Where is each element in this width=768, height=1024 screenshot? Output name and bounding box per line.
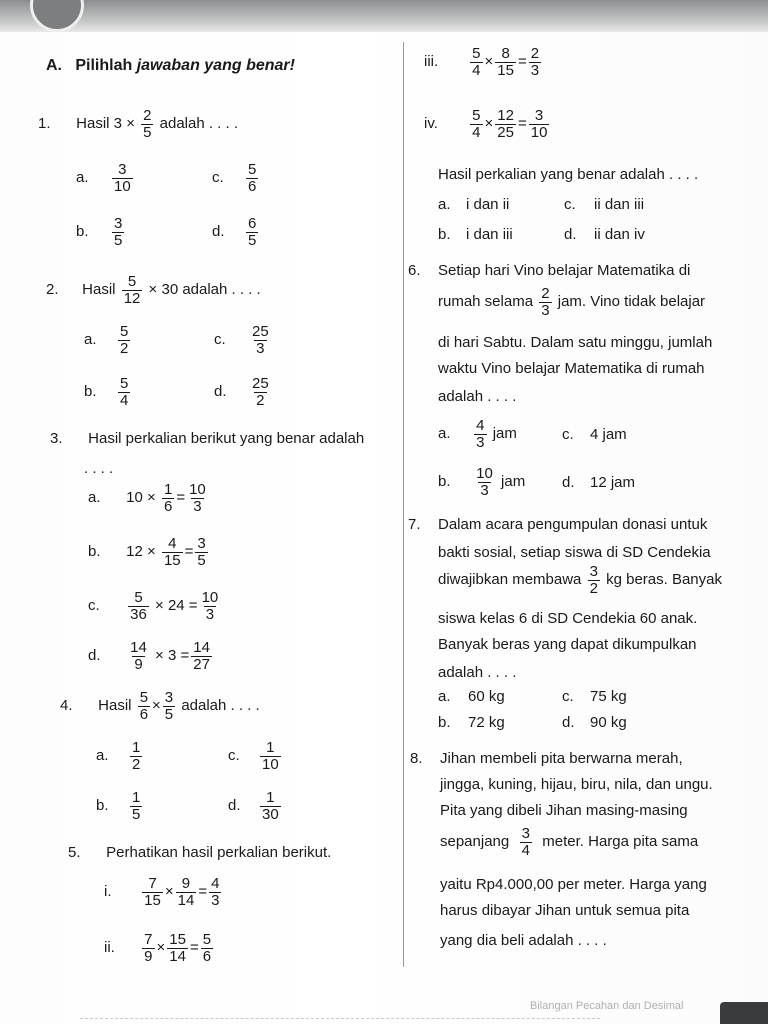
question-6-line-3: di hari Sabtu. Dalam satu minggu, jumlah bbox=[438, 334, 713, 351]
fraction: $\frac{3}{5}$ bbox=[114, 215, 123, 249]
fraction: $\frac{2}{5}$ bbox=[143, 107, 152, 141]
option-7c[interactable]: c. 75 kg bbox=[562, 688, 627, 705]
option-5d[interactable]: d. ii dan iv bbox=[564, 226, 645, 243]
question-8: 8. Jihan membeli pita berwarna merah, bbox=[410, 750, 683, 767]
fraction: $\frac{3}{5}$ bbox=[164, 689, 174, 723]
question-6-line-5: adalah . . . . bbox=[438, 388, 517, 405]
fraction: $\frac{9}{14}$ bbox=[177, 875, 195, 909]
option-6b[interactable]: b. $\frac{10}{3}$ jam bbox=[438, 465, 526, 499]
question-number: 3. bbox=[50, 430, 63, 447]
fraction: $\frac{5}{12}$ bbox=[123, 273, 141, 307]
fraction: $\frac{10}{3}$ bbox=[201, 589, 219, 623]
question-text: Perhatikan hasil perkalian berikut. bbox=[106, 844, 332, 861]
fraction: $\frac{10}{3}$ bbox=[189, 481, 206, 515]
option-2d[interactable]: d. $\frac{25}{2}$ bbox=[214, 375, 269, 409]
question-text: adalah . . . . bbox=[181, 697, 260, 715]
fraction: $\frac{5}{6}$ bbox=[248, 161, 257, 195]
footer-rule bbox=[80, 1018, 600, 1019]
fraction: $\frac{15}{14}$ bbox=[169, 931, 186, 965]
section-heading bbox=[46, 56, 295, 75]
fraction: $\frac{4}{3}$ bbox=[476, 417, 485, 451]
fraction: $\frac{3}{5}$ bbox=[197, 535, 206, 569]
question-number: 5. bbox=[68, 844, 81, 861]
option-4d[interactable]: d. $\frac{1}{30}$ bbox=[228, 789, 279, 823]
question-6-line-2: rumah selama $\frac{2}{3}$ jam. Vino tidak belajar bbox=[438, 285, 706, 319]
question-5 bbox=[68, 844, 331, 862]
fraction: $\frac{5}{2}$ bbox=[120, 323, 129, 357]
fraction: $\frac{2}{3}$ bbox=[541, 285, 550, 319]
question-number: 2. bbox=[46, 281, 59, 299]
fraction: $\frac{1}{6}$ bbox=[163, 481, 173, 515]
fraction: $\frac{10}{3}$ bbox=[476, 465, 493, 499]
fraction: $\frac{25}{3}$ bbox=[252, 323, 269, 357]
fraction: $\frac{4}{15}$ bbox=[163, 535, 181, 569]
question-8-line-5: yaitu Rp4.000,00 per meter. Harga yang bbox=[440, 876, 707, 893]
column-divider bbox=[403, 42, 404, 967]
option-3c[interactable]: c. $\frac{5}{36}$ × 24 = $\frac{10}{3}$ bbox=[88, 589, 219, 623]
fraction: $\frac{6}{5}$ bbox=[248, 215, 257, 249]
question-7-line-2: bakti sosial, setiap siswa di SD Cendekia bbox=[438, 544, 711, 561]
statement-iv: iv. $\frac{5}{4}$ × $\frac{12}{25}$ = $\frac{3}{10}$ bbox=[424, 107, 548, 141]
option-5b[interactable]: b. i dan iii bbox=[438, 226, 513, 243]
option-6a[interactable]: a. $\frac{4}{3}$ jam bbox=[438, 417, 517, 451]
fraction: $\frac{5}{4}$ bbox=[472, 107, 481, 141]
option-7a[interactable]: a. 60 kg bbox=[438, 688, 505, 705]
footer-chapter-title: Bilangan Pecahan dan Desimal bbox=[530, 1000, 684, 1012]
option-4b[interactable]: b. $\frac{1}{5}$ bbox=[96, 789, 141, 823]
question-3 bbox=[50, 430, 364, 448]
question-7-line-5: Banyak beras yang dapat dikumpulkan bbox=[438, 636, 697, 653]
top-band bbox=[0, 0, 768, 32]
question-8-line-3: Pita yang dibeli Jihan masing-masing bbox=[440, 802, 688, 819]
option-1c[interactable]: c. $\frac{5}{6}$ bbox=[212, 161, 257, 195]
option-5c[interactable]: c. ii dan iii bbox=[564, 196, 645, 213]
question-7-line-6: adalah . . . . bbox=[438, 664, 517, 681]
question-text: Hasil 3 × bbox=[76, 115, 135, 133]
question-8-line-4: sepanjang $\frac{3}{4}$ meter. Harga pita sama bbox=[440, 825, 699, 859]
question-number: 6. bbox=[408, 262, 421, 279]
question-6: 6. Setiap hari Vino belajar Matematika di bbox=[408, 262, 691, 279]
question-number: 7. bbox=[408, 516, 421, 533]
option-6c[interactable]: c. 4 jam bbox=[562, 426, 627, 443]
fraction: $\frac{4}{3}$ bbox=[211, 875, 220, 909]
question-2 bbox=[46, 274, 261, 307]
question-text: Hasil bbox=[98, 697, 132, 715]
option-7d[interactable]: d. 90 kg bbox=[562, 714, 627, 731]
question-5-prompt: Hasil perkalian yang benar adalah . . . . bbox=[438, 166, 699, 183]
question-8-line-7: yang dia beli adalah . . . . bbox=[440, 932, 607, 949]
option-3b[interactable]: b. 12 × $\frac{4}{15}$ = $\frac{3}{5}$ bbox=[88, 535, 206, 569]
fraction: $\frac{14}{27}$ bbox=[193, 639, 210, 673]
option-2a[interactable]: a. $\frac{5}{2}$ bbox=[84, 323, 129, 357]
page-footer bbox=[0, 996, 768, 1024]
fraction: $\frac{7}{15}$ bbox=[144, 875, 161, 909]
question-text: Hasil perkalian berikut yang benar adalah bbox=[88, 430, 365, 447]
option-2c[interactable]: c. $\frac{25}{3}$ bbox=[214, 323, 269, 357]
option-5a[interactable]: a. i dan ii bbox=[438, 196, 510, 213]
question-number: 1. bbox=[38, 115, 51, 133]
question-7: 7. Dalam acara pengumpulan donasi untuk bbox=[408, 516, 708, 533]
fraction: $\frac{3}{4}$ bbox=[521, 825, 530, 859]
fraction: $\frac{3}{10}$ bbox=[530, 107, 548, 141]
option-3a[interactable]: a. 10 × $\frac{1}{6}$ = $\frac{10}{3}$ bbox=[88, 481, 206, 515]
section-title-italic: jawaban yang benar! bbox=[136, 57, 295, 74]
fraction: $\frac{3}{10}$ bbox=[114, 161, 131, 195]
option-1a[interactable]: a. $\frac{3}{10}$ bbox=[76, 161, 131, 195]
fraction: $\frac{5}{4}$ bbox=[120, 375, 129, 409]
statement-iii: iii. $\frac{5}{4}$ × $\frac{8}{15}$ = $\frac{2}{3}$ bbox=[424, 45, 540, 79]
fraction: $\frac{12}{25}$ bbox=[497, 107, 514, 141]
fraction: $\frac{25}{2}$ bbox=[252, 375, 269, 409]
fraction: $\frac{1}{30}$ bbox=[262, 789, 279, 823]
statement-ii: ii. $\frac{7}{9}$ × $\frac{15}{14}$ = $\frac{5}{6}$ bbox=[104, 931, 212, 965]
fraction: $\frac{1}{2}$ bbox=[132, 739, 141, 773]
question-7-line-4: siswa kelas 6 di SD Cendekia 60 anak. bbox=[438, 610, 698, 627]
question-8-line-6: harus dibayar Jihan untuk semua pita bbox=[440, 902, 690, 919]
fraction: $\frac{5}{4}$ bbox=[472, 45, 481, 79]
section-title-bold: Pilihlah bbox=[75, 57, 133, 74]
option-6d[interactable]: d. 12 jam bbox=[562, 474, 636, 491]
fraction: $\frac{14}{9}$ bbox=[130, 639, 147, 673]
option-4a[interactable]: a. $\frac{1}{2}$ bbox=[96, 739, 141, 773]
question-dots: . . . . bbox=[84, 460, 114, 477]
fraction: $\frac{5}{6}$ bbox=[139, 689, 149, 723]
question-8-line-2: jingga, kuning, hijau, biru, nila, dan ungu. bbox=[440, 776, 713, 793]
option-7b[interactable]: b. 72 kg bbox=[438, 714, 505, 731]
option-3d[interactable]: d. $\frac{14}{9}$ × 3 = $\frac{14}{27}$ bbox=[88, 639, 210, 673]
fraction: $\frac{5}{6}$ bbox=[202, 931, 212, 965]
question-text: adalah . . . . bbox=[159, 115, 239, 133]
question-number: 8. bbox=[410, 750, 423, 767]
fraction: $\frac{8}{15}$ bbox=[497, 45, 514, 79]
fraction: $\frac{7}{9}$ bbox=[144, 931, 153, 965]
fraction: $\frac{2}{3}$ bbox=[530, 45, 540, 79]
question-text: × 30 adalah . . . . bbox=[148, 281, 261, 299]
question-number: 4. bbox=[60, 697, 73, 715]
fraction: $\frac{3}{2}$ bbox=[589, 563, 598, 597]
page-corner-circle bbox=[30, 0, 84, 32]
option-1b[interactable]: b. $\frac{3}{5}$ bbox=[76, 215, 123, 249]
question-6-line-4: waktu Vino belajar Matematika di rumah bbox=[438, 360, 705, 377]
fraction: $\frac{5}{36}$ bbox=[130, 589, 147, 623]
question-1 bbox=[38, 108, 238, 141]
question-text: Hasil bbox=[82, 281, 116, 299]
page-number-tab bbox=[720, 1002, 768, 1024]
question-7-line-3: diwajibkan membawa $\frac{3}{2}$ kg beras. Banyak bbox=[438, 563, 722, 597]
fraction: $\frac{1}{5}$ bbox=[132, 789, 141, 823]
fraction: $\frac{1}{10}$ bbox=[262, 739, 279, 773]
option-2b[interactable]: b. $\frac{5}{4}$ bbox=[84, 375, 129, 409]
option-1d[interactable]: d. $\frac{6}{5}$ bbox=[212, 215, 257, 249]
section-letter: A. bbox=[46, 57, 62, 74]
question-4: 4. Hasil $\frac{5}{6}$ × $\frac{3}{5}$ adalah . . . . bbox=[60, 689, 260, 723]
statement-i: i. $\frac{7}{15}$ × $\frac{9}{14}$ = $\frac{4}{3}$ bbox=[104, 875, 220, 909]
option-4c[interactable]: c. $\frac{1}{10}$ bbox=[228, 739, 279, 773]
